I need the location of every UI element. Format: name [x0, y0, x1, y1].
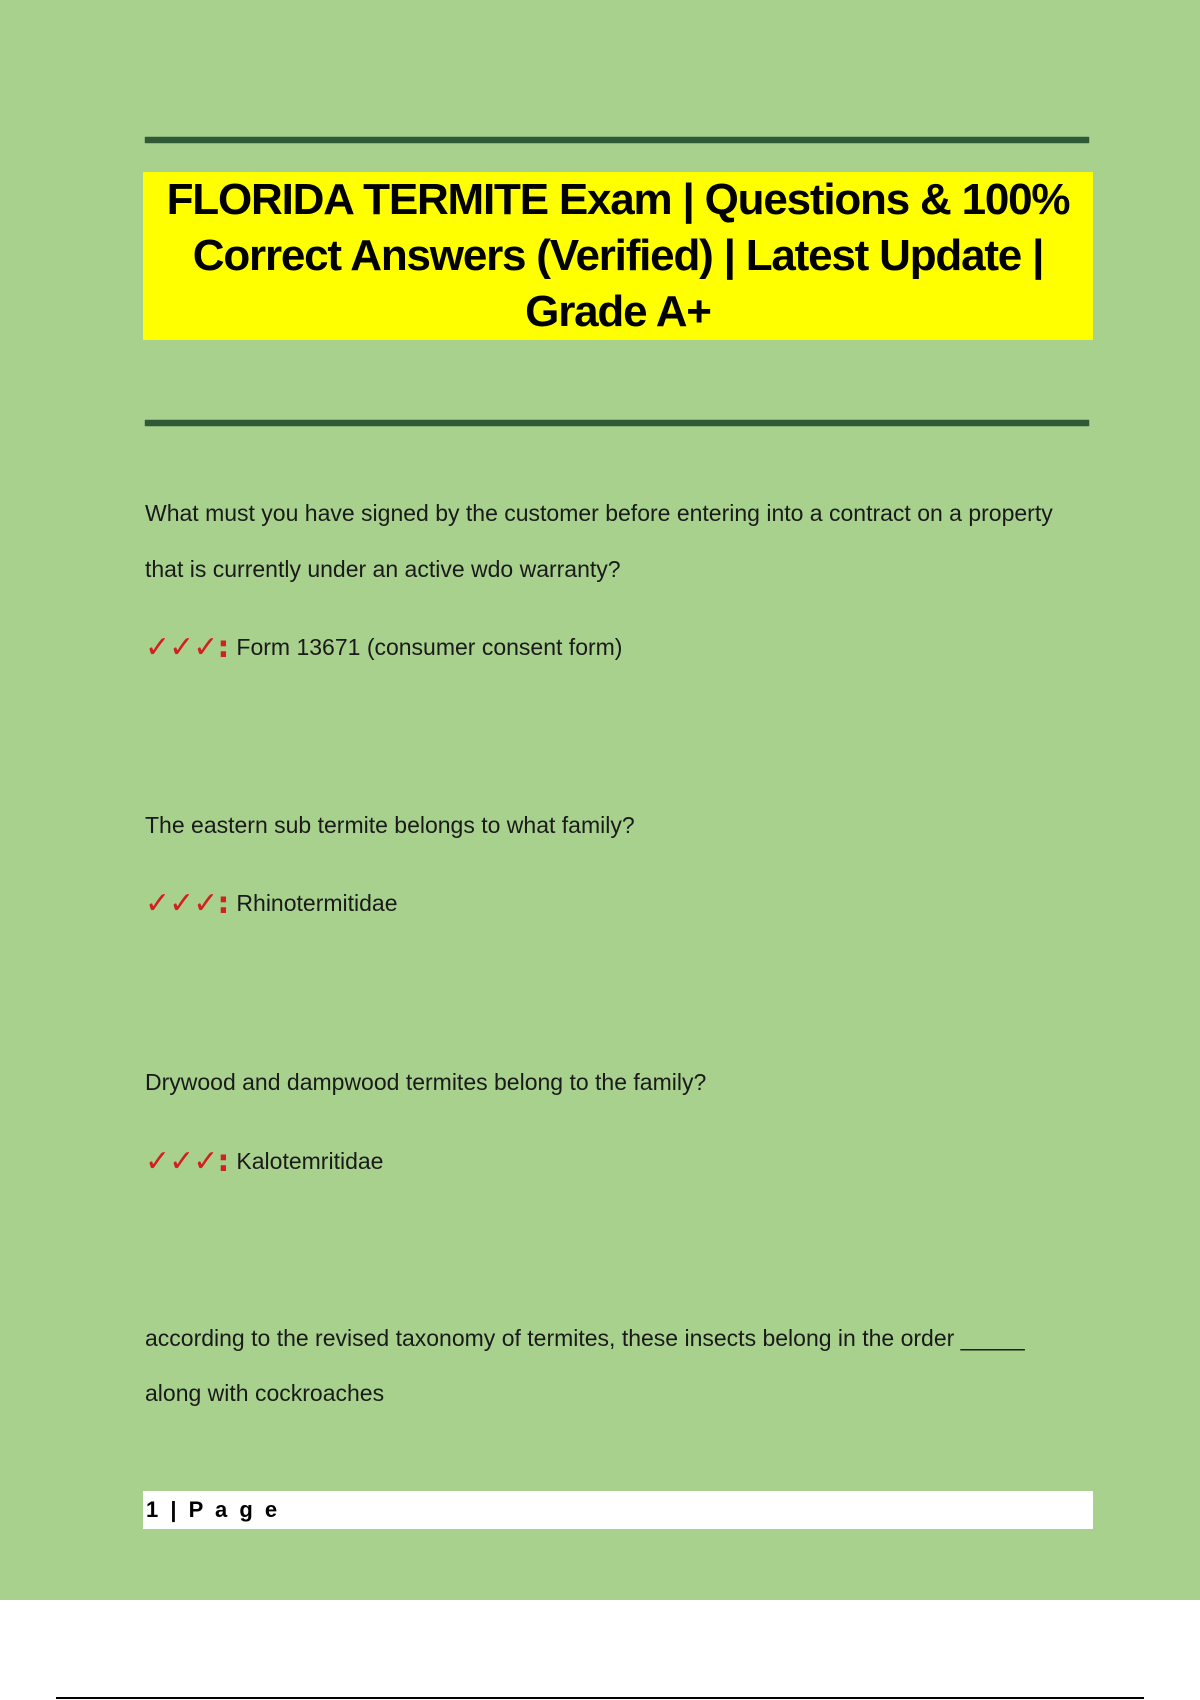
question-3: Drywood and dampwood termites belong to the family? [145, 1069, 707, 1095]
page-footer [143, 1491, 1093, 1529]
page-title: FLORIDA TERMITE Exam | Questions & 100% Correct Answers (Verified) | Latest Update | Grade A+ [166, 175, 1070, 336]
answer-3-text: Kalotemritidae [236, 1148, 384, 1174]
question-1: What must you have signed by the customer before entering into a contract on a property that is currently under an active wdo warranty? [145, 500, 1053, 582]
question-2: The eastern sub termite belongs to what family? [145, 812, 635, 838]
answer-1 [145, 630, 1085, 665]
checkmark-icon: ✓✓✓: [145, 1144, 229, 1179]
page-separator-line [56, 1697, 1144, 1699]
question-4: according to the revised taxonomy of termites, these insects belong in the order _____ along with cockroaches [145, 1325, 1025, 1406]
page-number: 1 | P a g e [146, 1497, 281, 1522]
answer-2-text: Rhinotermitidae [236, 890, 398, 916]
top-divider [145, 137, 1089, 143]
title-banner [143, 172, 1093, 340]
checkmark-icon: ✓✓✓: [145, 886, 229, 921]
answer-2 [145, 886, 1085, 921]
checkmark-icon: ✓✓✓: [145, 630, 229, 665]
bottom-divider [145, 420, 1089, 426]
answer-1-text: Form 13671 (consumer consent form) [236, 634, 623, 660]
answer-3 [145, 1144, 1085, 1179]
